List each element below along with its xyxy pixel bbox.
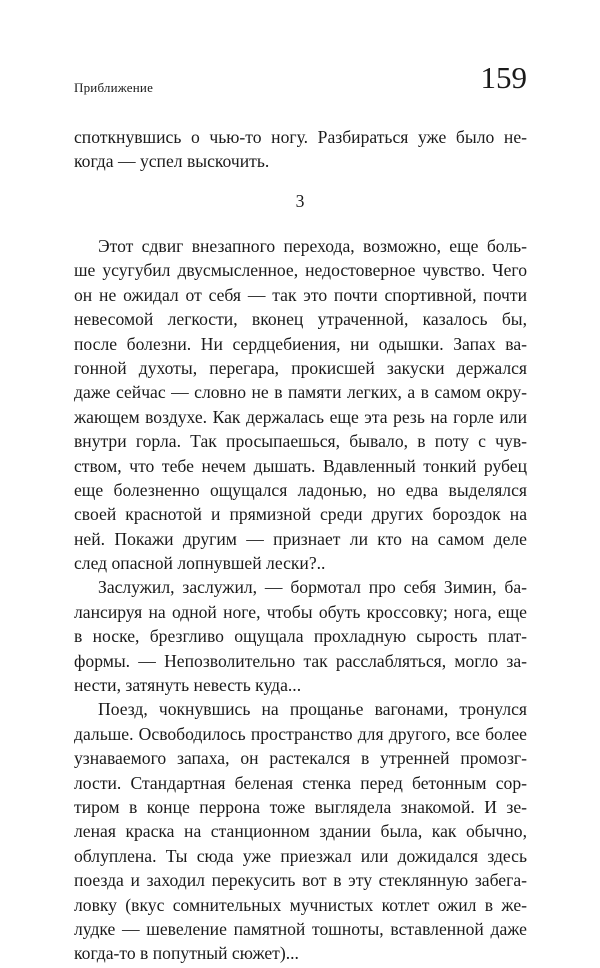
text-line: споткнувшись о чью-то ногу. Разбираться уже было не- [74,127,527,147]
text-line: лансируя на одной ноге, чтобы обуть кроссовку; нога, еще [74,601,527,622]
text-line: тиром в конце перрона тоже выглядела знакомой. И зе- [74,796,527,817]
text-line: невесомой легкости, вконец утраченной, казалось бы, [74,309,527,330]
text-line: гонной духоты, перегара, прокисшей закуски держался [74,357,527,378]
text-line: внутри горла. Так просыпаешься, бывало, в поту с чув- [74,431,527,452]
paragraph [74,697,527,965]
text-line: поезда и заходил перекусить вот в эту стеклянную забега- [74,870,527,891]
text-line: когда-то в попутный сюжет)... [74,943,299,964]
paragraph [74,575,527,697]
text-line: своей краснотой и прямизной среди других бороздок на [74,504,527,525]
text-line: облуплена. Ты сюда уже приезжал или дожидался здесь [74,845,527,866]
text-line: узнаваемого запаха, он растекался в утренней промозг- [74,748,527,769]
text-line: Этот сдвиг внезапного перехода, возможно, еще боль- [98,236,527,256]
text-line: когда — успел выскочить. [74,151,270,172]
text-line: лости. Стандартная беленая стенка перед бетонным сор- [74,772,527,793]
text-line: лудке — шевеление памятной тошноты, вставленной даже [74,918,527,939]
text-line: еще болезненно ощущался ладонью, но едва выделялся [74,479,527,500]
text-line: ством, что тебе нечем дышать. Вдавленный тонкий рубец [74,455,527,476]
paragraph [74,234,527,575]
text-line: Поезд, чокнувшись на прощанье вагонами, тронулся [98,699,527,720]
body-text-main [74,234,527,966]
text-line: ней. Покажи другим — признает ли кто на самом деле [74,528,527,549]
section-number: 3 [295,191,305,211]
text-line: после болезни. Ни сердцебиения, ни одышки. Запах ва- [74,333,527,354]
text-line: след опасной лопнувшей лески?.. [74,553,326,574]
text-line: дальше. Освободилось пространство для другого, все более [74,723,527,744]
text-line: леная краска на станционном здании была, как обычно, [74,821,527,842]
text-line: он не ожидал от себя — так это почти спортивной, почти [74,284,527,305]
running-title: Приближение [74,80,154,95]
text-line: даже сейчас — словно не в памяти легких, а в самом окру- [74,382,527,403]
text-line: Заслужил, заслужил, — бормотал про себя Зимин, ба- [98,577,527,598]
page-number: 159 [480,60,527,95]
text-line: нести, затянуть невесть куда... [74,675,302,696]
text-line: жающем воздухе. Как держалась еще эта резь на горле или [74,406,527,427]
text-line: ловку (вкус сомнительных мучнистых котлет ожил в же- [74,894,527,915]
text-line: в носке, брезгливо ощущала прохладную сырость плат- [74,626,527,647]
body-text [74,125,527,174]
text-line: формы. — Непозволительно так расслабляться, могло за- [74,650,527,671]
text-line: ше усугубил двусмысленное, недостоверное чувство. Чего [74,260,527,281]
